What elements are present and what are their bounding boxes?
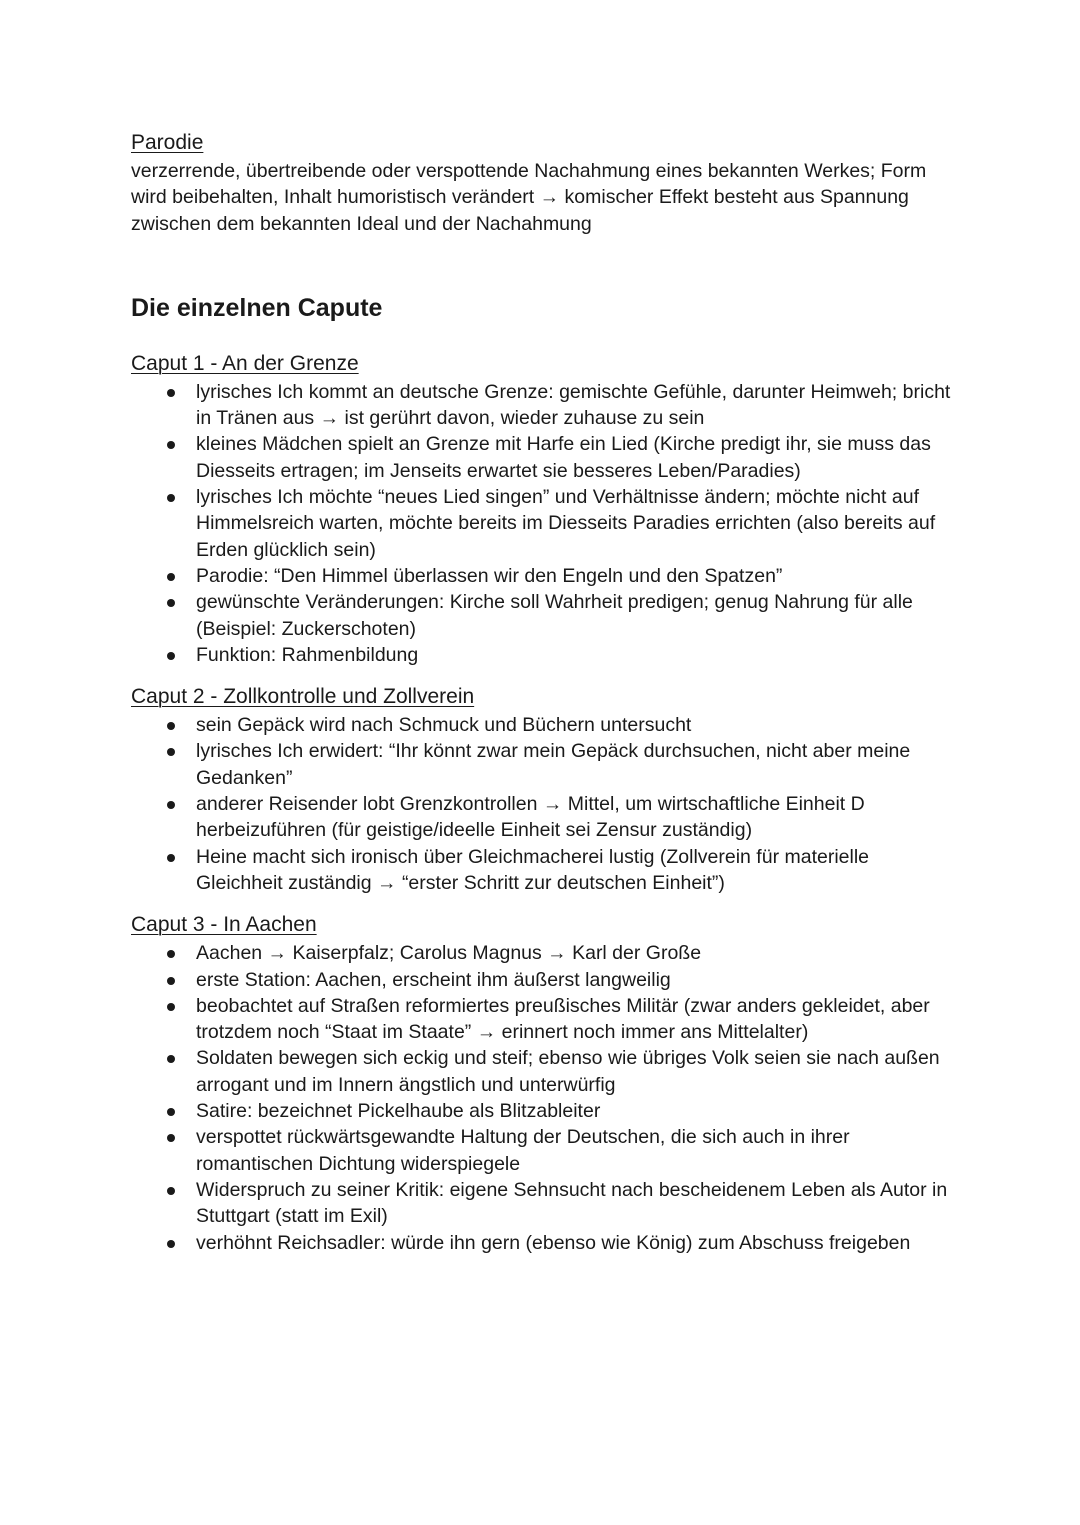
list-item: anderer Reisender lobt Grenzkontrollen → Mittel, um wirtschaftliche Einheit D herbeizuführen (für geistige/ideelle Einheit sei Zensur zuständig): [131, 791, 961, 844]
list-item: lyrisches Ich erwidert: “Ihr könnt zwar mein Gepäck durchsuchen, nicht aber meine Gedanken”: [131, 738, 961, 791]
list-item: Funktion: Rahmenbildung: [131, 642, 961, 668]
bullet-icon: [167, 854, 175, 862]
caput-1-block: [131, 349, 961, 668]
bullet-icon: [167, 573, 175, 581]
bullet-icon: [167, 748, 175, 756]
caput-2-block: [131, 682, 961, 896]
bullet-icon: [167, 441, 175, 449]
caput-1-list: [131, 379, 961, 668]
list-item: Soldaten bewegen sich eckig und steif; ebenso wie übriges Volk seien sie nach außen arrogant und im Innern ängstlich und unterwürfig: [131, 1045, 961, 1098]
list-item: beobachtet auf Straßen reformiertes preußisches Militär (zwar anders gekleidet, aber trotzdem noch “Staat im Staate” → erinnert noch immer ans Mittelalter): [131, 993, 961, 1046]
caput-3-heading: Caput 3 - In Aachen: [131, 913, 317, 937]
caput-2-heading: Caput 2 - Zollkontrolle und Zollverein: [131, 685, 475, 709]
list-item: Heine macht sich ironisch über Gleichmacherei lustig (Zollverein für materielle Gleichheit zuständig → “erster Schritt zur deutschen Einheit”): [131, 844, 961, 897]
list-item: Aachen → Kaiserpfalz; Carolus Magnus → Karl der Große: [131, 940, 961, 966]
bullet-icon: [167, 1108, 175, 1116]
caput-3-block: [131, 910, 961, 1256]
list-item: Widerspruch zu seiner Kritik: eigene Sehnsucht nach bescheidenem Leben als Autor in Stuttgart (statt im Exil): [131, 1177, 961, 1230]
list-item: sein Gepäck wird nach Schmuck und Büchern untersucht: [131, 712, 961, 738]
list-item: Parodie: “Den Himmel überlassen wir den Engeln und den Spatzen”: [131, 563, 961, 589]
bullet-icon: [167, 722, 175, 730]
document-page: [131, 128, 961, 1256]
bullet-icon: [167, 389, 175, 397]
list-item: gewünschte Veränderungen: Kirche soll Wahrheit predigen; genug Nahrung für alle (Beispiel: Zuckerschoten): [131, 589, 961, 642]
caput-1-heading: Caput 1 - An der Grenze: [131, 351, 359, 375]
bullet-icon: [167, 1240, 175, 1248]
bullet-icon: [167, 801, 175, 809]
list-item: lyrisches Ich möchte “neues Lied singen” und Verhältnisse ändern; möchte nicht auf Himmelsreich warten, möchte bereits im Diesseits Paradies errichten (also bereits auf Erden glücklich sein): [131, 484, 961, 563]
bullet-icon: [167, 1187, 175, 1195]
bullet-icon: [167, 1003, 175, 1011]
section-title: Die einzelnen Capute: [131, 293, 383, 322]
list-item: Satire: bezeichnet Pickelhaube als Blitzableiter: [131, 1098, 961, 1124]
list-item: verspottet rückwärtsgewandte Haltung der Deutschen, die sich auch in ihrer romantischen Dichtung widerspiegele: [131, 1124, 961, 1177]
list-item: erste Station: Aachen, erscheint ihm äußerst langweilig: [131, 967, 961, 993]
caput-2-list: [131, 712, 961, 896]
bullet-icon: [167, 977, 175, 985]
parodie-heading: Parodie: [131, 131, 204, 154]
bullet-icon: [167, 1055, 175, 1063]
list-item: lyrisches Ich kommt an deutsche Grenze: gemischte Gefühle, darunter Heimweh; bricht in Tränen aus → ist gerührt davon, wieder zuhause zu sein: [131, 379, 961, 432]
list-item: verhöhnt Reichsadler: würde ihn gern (ebenso wie König) zum Abschuss freigeben: [131, 1230, 961, 1256]
list-item: kleines Mädchen spielt an Grenze mit Harfe ein Lied (Kirche predigt ihr, sie muss das Diesseits ertragen; im Jenseits erwartet sie besseres Leben/Paradies): [131, 431, 961, 484]
bullet-icon: [167, 652, 175, 660]
bullet-icon: [167, 950, 175, 958]
parodie-definition: verzerrende, übertreibende oder verspottende Nachahmung eines bekannten Werkes; Form wird beibehalten, Inhalt humoristisch verändert → komischer Effekt besteht aus Spannung zwischen dem bekannten Ideal und der Nachahmung: [131, 160, 927, 235]
bullet-icon: [167, 599, 175, 607]
bullet-icon: [167, 1134, 175, 1142]
bullet-icon: [167, 494, 175, 502]
caput-3-list: [131, 940, 961, 1256]
